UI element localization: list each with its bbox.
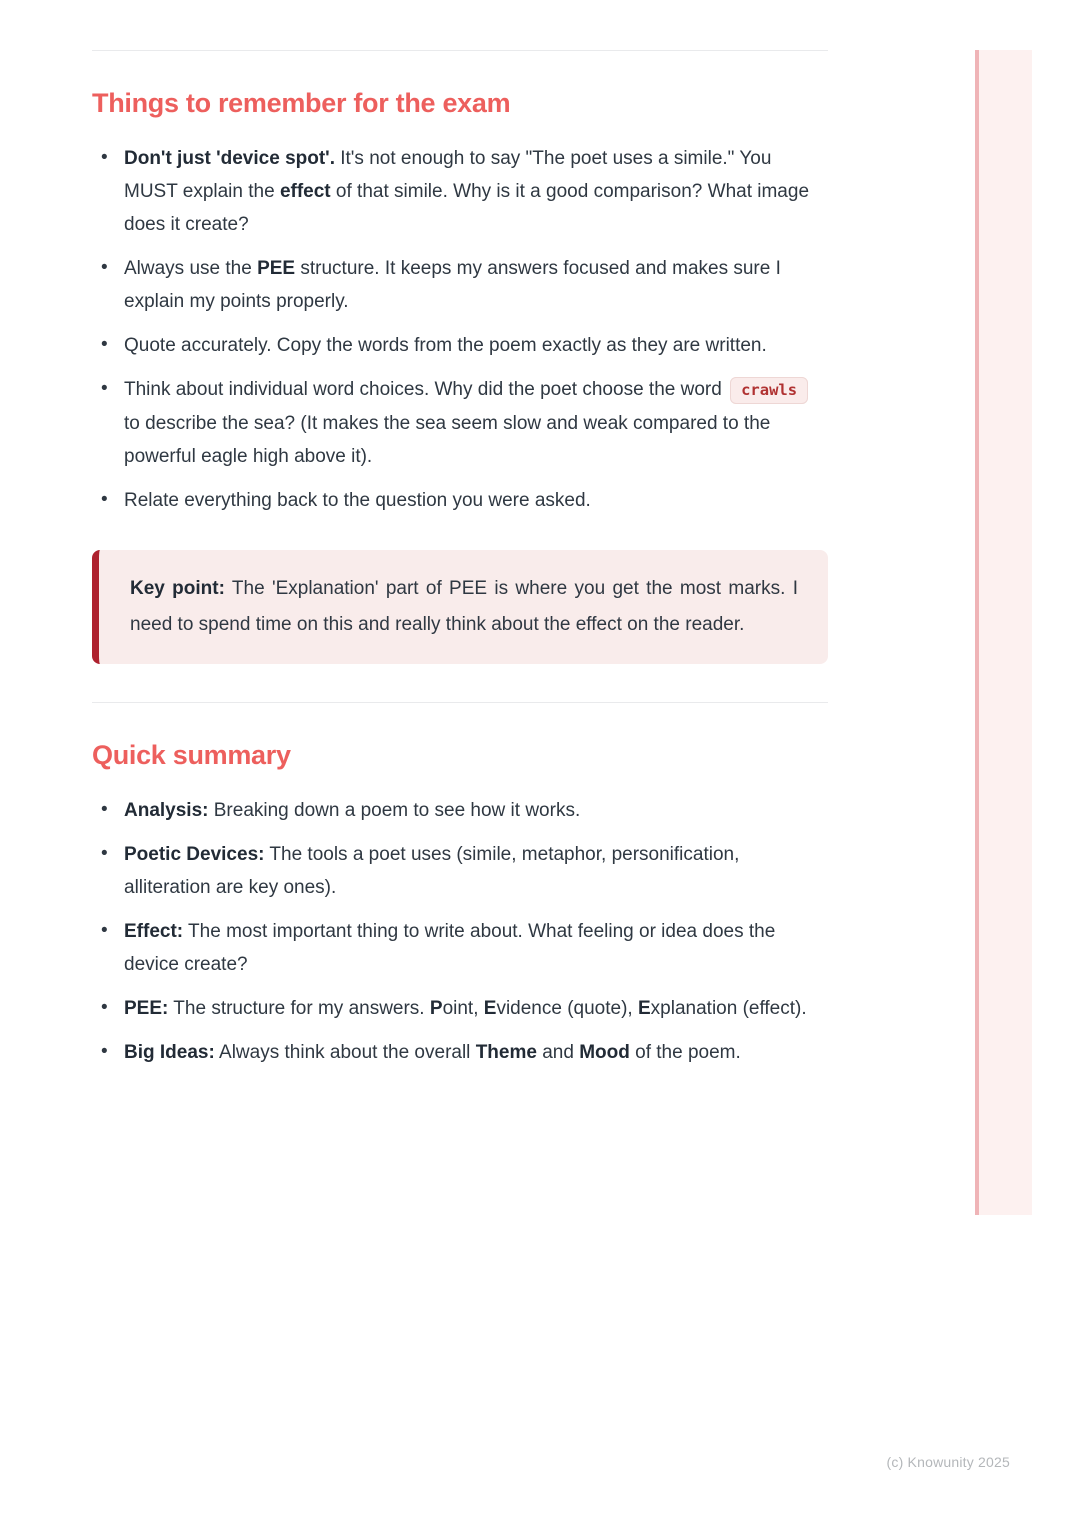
- key-point-callout: [92, 550, 828, 664]
- list-item: • Don't just 'device spot'. It's not enough to say "The poet uses a simile." You MUST explain the effect of that simile. Why is it a good comparison? What image does it create?: [92, 142, 828, 241]
- list-item: • Big Ideas: Always think about the overall Theme and Mood of the poem.: [92, 1036, 828, 1069]
- quick-summary-list: [92, 794, 828, 1069]
- section-title-things-to-remember: Things to remember for the exam: [92, 88, 511, 118]
- list-item: • Effect: The most important thing to write about. What feeling or idea does the device create?: [92, 915, 828, 981]
- section-divider: [92, 702, 828, 703]
- list-item: • Relate everything back to the question you were asked.: [92, 484, 828, 517]
- section-title-quick-summary: Quick summary: [92, 740, 291, 770]
- exam-tips-list: [92, 142, 828, 517]
- inline-code-chip: crawls: [730, 377, 808, 404]
- content-column: [92, 0, 828, 1080]
- list-item: • PEE: The structure for my answers. Point, Evidence (quote), Explanation (effect).: [92, 992, 828, 1025]
- list-item: • Poetic Devices: The tools a poet uses (simile, metaphor, personification, alliteration are key ones).: [92, 838, 828, 904]
- list-item: • Quote accurately. Copy the words from the poem exactly as they are written.: [92, 329, 828, 362]
- list-item: • Think about individual word choices. Why did the poet choose the word crawls to describe the sea? (It makes the sea seem slow and weak compared to the powerful eagle high above it).: [92, 373, 828, 473]
- list-item: • Analysis: Breaking down a poem to see how it works.: [92, 794, 828, 827]
- list-item: • Always use the PEE structure. It keeps my answers focused and makes sure I explain my points properly.: [92, 252, 828, 318]
- footer-credit: (c) Knowunity 2025: [886, 1454, 1010, 1470]
- page-edge-accent-strip: [975, 50, 1032, 1215]
- key-point-text: Key point: The 'Explanation' part of PEE is where you get the most marks. I need to spend time on this and really think about the effect on the reader.: [130, 578, 799, 635]
- section-divider: [92, 50, 828, 51]
